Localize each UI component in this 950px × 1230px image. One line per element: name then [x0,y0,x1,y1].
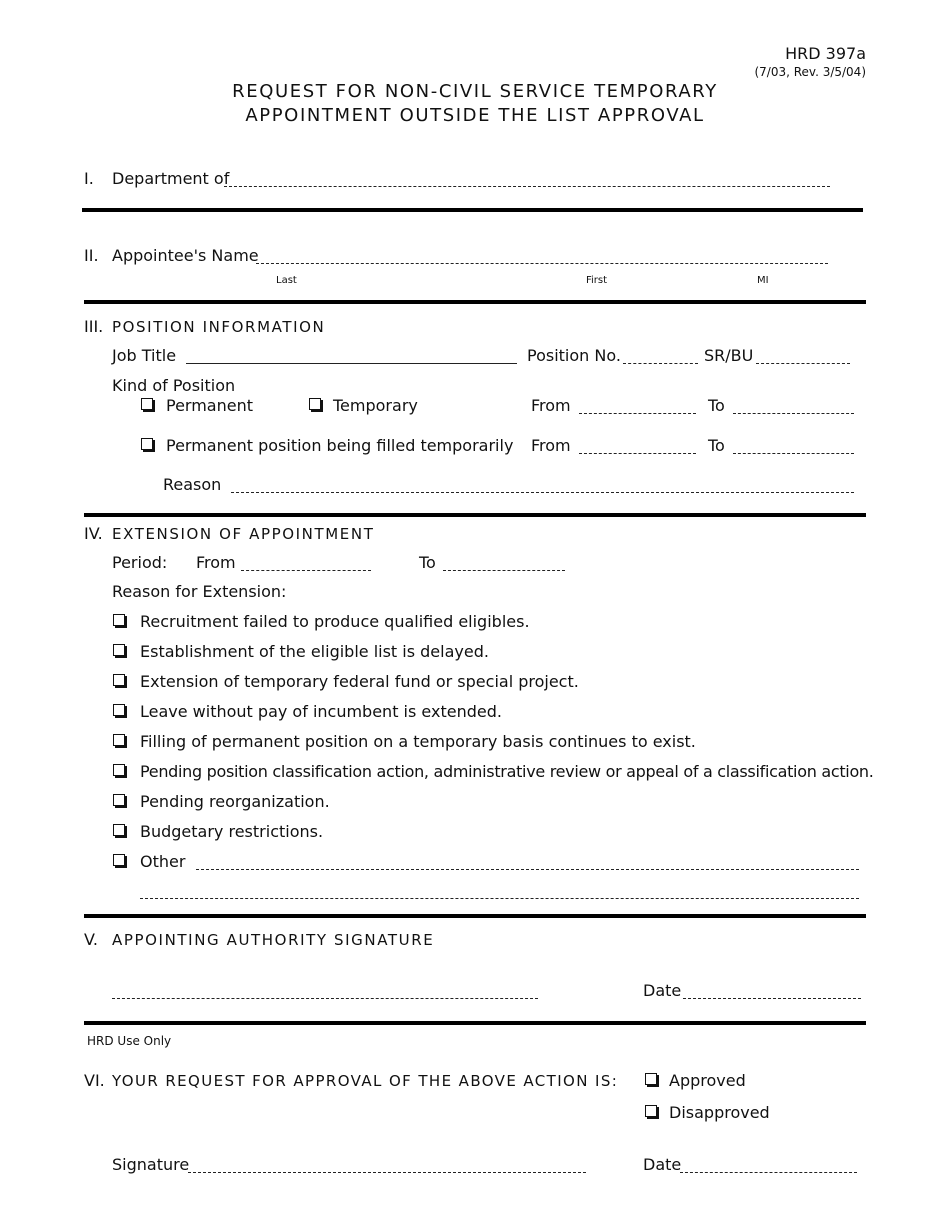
form-revision: (7/03, Rev. 3/5/04) [754,65,866,79]
position-number-label: Position No. [527,346,621,365]
period-label: Period: [112,553,168,572]
hrd-signature-field[interactable] [188,1172,586,1173]
reason-text-2: Establishment of the eligible list is delayed. [140,642,489,661]
temp-from-label: From [531,436,571,455]
other-reason-field-2[interactable] [140,898,859,899]
period-from-field[interactable] [241,570,371,571]
reason-checkbox-3[interactable] [113,674,125,686]
appointee-name-field[interactable] [256,263,828,264]
kind-to-field[interactable] [733,413,854,414]
reason-checkbox-7[interactable] [113,794,125,806]
reason-checkbox-1[interactable] [113,614,125,626]
period-to-label: To [419,553,436,572]
reason-for-extension-label: Reason for Extension: [112,582,287,601]
appointing-authority-heading: APPOINTING AUTHORITY SIGNATURE [112,931,435,949]
section-i-numeral: I. [84,169,94,188]
section-divider-3 [84,513,866,517]
hrd-signature-label: Signature [112,1155,190,1174]
reason-checkbox-other[interactable] [113,854,125,866]
disapproved-label: Disapproved [669,1103,770,1122]
reason-text-other: Other [140,852,186,871]
approved-checkbox[interactable] [645,1073,657,1085]
department-field[interactable] [224,186,830,187]
reason-text-1: Recruitment failed to produce qualified eligibles. [140,612,530,631]
section-divider-4 [84,914,866,918]
period-from-label: From [196,553,236,572]
permanent-checkbox[interactable] [141,398,153,410]
temporary-checkbox[interactable] [309,398,321,410]
form-number: HRD 397a [785,44,866,63]
position-information-heading: POSITION INFORMATION [112,318,326,336]
reason-text-5: Filling of permanent position on a temporary basis continues to exist. [140,732,696,751]
permanent-temporarily-checkbox[interactable] [141,438,153,450]
section-ii-numeral: II. [84,246,99,265]
disapproved-checkbox[interactable] [645,1105,657,1117]
temp-to-label: To [708,436,725,455]
reason-checkbox-8[interactable] [113,824,125,836]
reason-label: Reason [163,475,222,494]
section-divider-1 [82,208,863,212]
section-iv-numeral: IV. [84,524,103,543]
first-name-sublabel: First [586,275,608,286]
job-title-label: Job Title [112,346,177,365]
last-name-sublabel: Last [276,275,297,286]
srbu-label: SR/BU [704,346,754,365]
other-reason-field-1[interactable] [196,869,859,870]
hrd-date-label: Date [643,1155,682,1174]
job-title-field[interactable] [186,363,517,364]
appointing-date-label: Date [643,981,682,1000]
period-to-field[interactable] [443,570,565,571]
appointing-date-field[interactable] [683,998,861,999]
extension-heading: EXTENSION OF APPOINTMENT [112,525,375,543]
reason-text-8: Budgetary restrictions. [140,822,324,841]
hrd-use-only-label: HRD Use Only [87,1034,172,1048]
reason-checkbox-4[interactable] [113,704,125,716]
kind-of-position-label: Kind of Position [112,376,236,395]
reason-checkbox-2[interactable] [113,644,125,656]
reason-text-7: Pending reorganization. [140,792,330,811]
section-iii-numeral: III. [84,317,104,336]
kind-from-label: From [531,396,571,415]
section-vi-numeral: VI. [84,1071,105,1090]
department-label: Department of [112,169,230,188]
reason-field[interactable] [231,492,854,493]
appointing-signature-field[interactable] [112,998,538,999]
position-number-field[interactable] [623,363,698,364]
srbu-field[interactable] [756,363,850,364]
title-line-1: REQUEST FOR NON-CIVIL SERVICE TEMPORARY [232,81,718,102]
reason-checkbox-5[interactable] [113,734,125,746]
appointee-name-label: Appointee's Name [112,246,259,265]
permanent-label: Permanent [166,396,254,415]
temporary-label: Temporary [333,396,418,415]
hrd-date-field[interactable] [680,1172,857,1173]
approval-heading: YOUR REQUEST FOR APPROVAL OF THE ABOVE ACTION IS: [112,1072,619,1090]
section-divider-2 [84,300,866,304]
temp-from-field[interactable] [579,453,696,454]
kind-to-label: To [708,396,725,415]
title-line-2: APPOINTMENT OUTSIDE THE LIST APPROVAL [245,105,705,126]
section-divider-5 [84,1021,866,1025]
reason-text-6: Pending position classification action, administrative review or appeal of a classification action. [140,762,874,781]
reason-text-4: Leave without pay of incumbent is extended. [140,702,502,721]
kind-from-field[interactable] [579,413,696,414]
reason-text-3: Extension of temporary federal fund or special project. [140,672,579,691]
middle-initial-sublabel: MI [757,275,769,286]
approved-label: Approved [669,1071,746,1090]
permanent-temporarily-label: Permanent position being filled temporarily [166,436,514,455]
temp-to-field[interactable] [733,453,854,454]
section-v-numeral: V. [84,930,98,949]
reason-checkbox-6[interactable] [113,764,125,776]
